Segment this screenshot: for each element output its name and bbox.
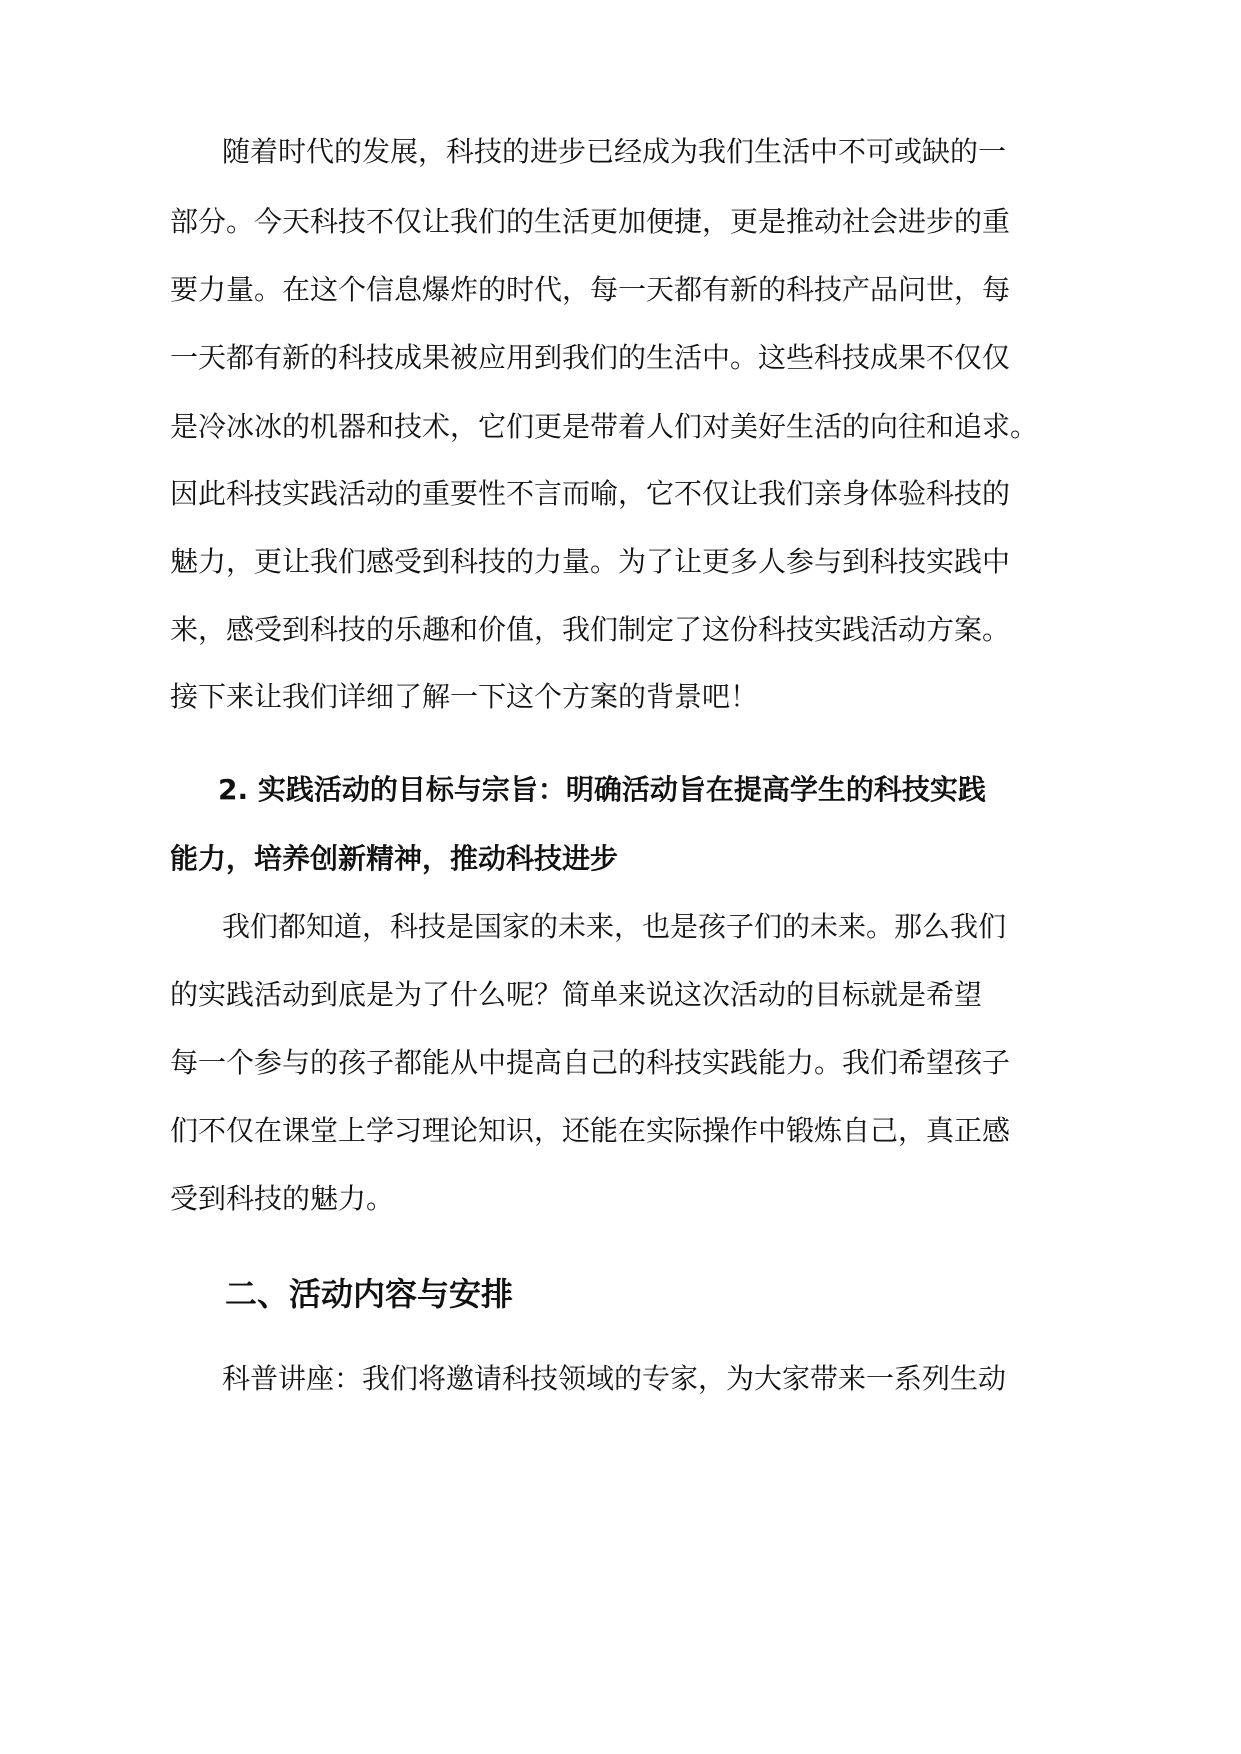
paragraph-line: 们不仅在课堂上学习理论知识，还能在实际操作中锻炼自己，真正感 — [170, 1114, 1011, 1147]
paragraph-line: 我们都知道，科技是国家的未来，也是孩子们的未来。那么我们 — [222, 910, 1007, 943]
subheading-line: 2. 实践活动的目标与宗旨：明确活动旨在提高学生的科技实践 — [218, 773, 986, 806]
paragraph-line: 一天都有新的科技成果被应用到我们的生活中。这些科技成果不仅仅 — [170, 341, 1011, 374]
paragraph-line: 的实践活动到底是为了什么呢？简单来说这次活动的目标就是希望 — [170, 978, 983, 1011]
subheading-line: 能力，培养创新精神，推动科技进步 — [170, 842, 619, 875]
paragraph-line: 来，感受到科技的乐趣和价值，我们制定了这份科技实践活动方案。 — [170, 613, 1011, 646]
section-heading: 二、活动内容与安排 — [225, 1275, 514, 1313]
paragraph-line: 随着时代的发展，科技的进步已经成为我们生活中不可或缺的一 — [222, 135, 1007, 168]
paragraph-line: 受到科技的魅力。 — [170, 1182, 395, 1215]
paragraph-line: 因此科技实践活动的重要性不言而喻，它不仅让我们亲身体验科技的 — [170, 477, 1011, 510]
paragraph-line: 部分。今天科技不仅让我们的生活更加便捷，更是推动社会进步的重 — [170, 205, 1011, 238]
paragraph-line: 接下来让我们详细了解一下这个方案的背景吧！ — [170, 680, 759, 713]
paragraph-line: 科普讲座：我们将邀请科技领域的专家，为大家带来一系列生动 — [222, 1362, 1007, 1395]
paragraph-line: 每一个参与的孩子都能从中提高自己的科技实践能力。我们希望孩子 — [170, 1046, 1011, 1079]
paragraph-line: 是冷冰冰的机器和技术，它们更是带着人们对美好生活的向往和追求。 — [170, 410, 1039, 443]
paragraph-line: 要力量。在这个信息爆炸的时代，每一天都有新的科技产品问世，每 — [170, 273, 1011, 306]
paragraph-line: 魅力，更让我们感受到科技的力量。为了让更多人参与到科技实践中 — [170, 545, 1011, 578]
